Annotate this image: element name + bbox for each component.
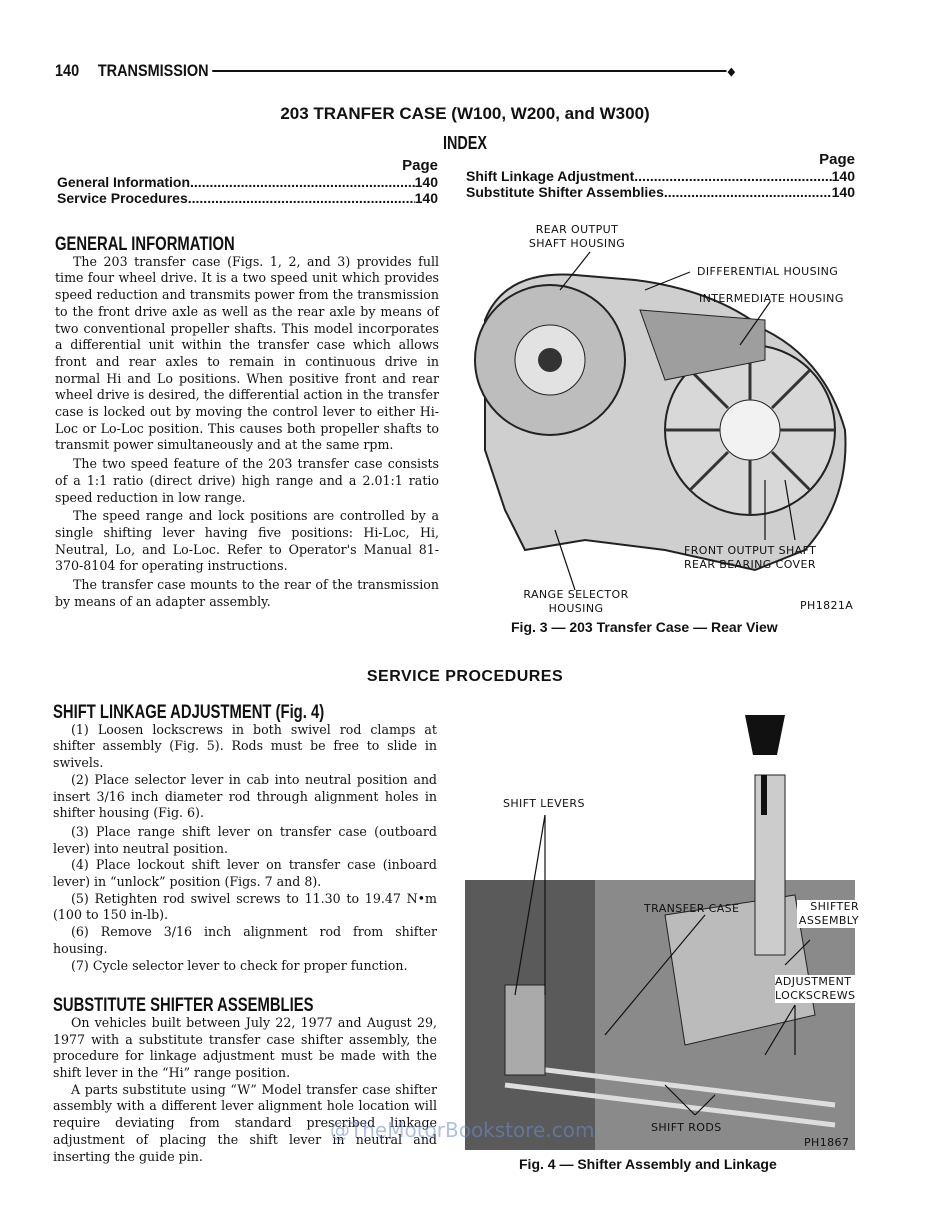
entry-page: 140 — [831, 168, 855, 184]
running-header — [55, 60, 735, 82]
index-heading: INDEX — [442, 133, 487, 153]
entry-label: Substitute Shifter Assemblies — [466, 184, 664, 200]
service-procedures-heading: SERVICE PROCEDURES — [366, 668, 564, 685]
fig4-shifter-illustration — [465, 715, 855, 1150]
figure-code: PH1821A — [800, 599, 854, 612]
step: (5) Retighten rod swivel screws to 11.30 to 19.47 N•m (100 to 150 in-lb). — [53, 890, 437, 923]
fig3-caption: Fig. 3 — 203 Transfer Case — Rear View — [511, 619, 778, 635]
entry-page: 140 — [414, 174, 438, 190]
label-front-output-shaft: FRONT OUTPUT SHAFT REAR BEARING COVER — [684, 544, 817, 571]
page-label: Page — [402, 157, 438, 174]
figure-code: PH1867 — [804, 1136, 850, 1149]
step: (6) Remove 3/16 inch alignment rod from shifter housing. — [53, 924, 437, 956]
label-shifter-assembly: SHIFTER ASSEMBLY — [798, 900, 859, 927]
diamond-icon: ◆ — [727, 65, 735, 78]
index-entry[interactable] — [57, 190, 438, 206]
entry-label: Shift Linkage Adjustment — [466, 168, 635, 184]
section-heading: SUBSTITUTE SHIFTER ASSEMBLIES — [53, 995, 314, 1017]
index-entry[interactable] — [466, 168, 855, 184]
entry-page: 140 — [414, 190, 438, 206]
label-range-selector-housing: RANGE SELECTOR HOUSING — [523, 588, 629, 615]
entry-page: 140 — [831, 184, 855, 200]
paragraph: The two speed feature of the 203 transfer case consists of a 1:1 ratio (direct drive) high range and a 2.01:1 ratio speed reduction in low range. — [55, 456, 439, 505]
fig4-caption: Fig. 4 — Shifter Assembly and Linkage — [519, 1156, 777, 1172]
step: (7) Cycle selector lever to check for proper function. — [71, 957, 408, 973]
section-heading: SHIFT LINKAGE ADJUSTMENT (Fig. 4) — [53, 702, 325, 723]
label-transfer-case: TRANSFER CASE — [644, 902, 740, 915]
section-heading: GENERAL INFORMATION — [55, 234, 235, 255]
section-title: TRANSMISSION — [97, 61, 209, 80]
label-rear-output-shaft-housing: REAR OUTPUT SHAFT HOUSING — [528, 223, 626, 250]
label-differential-housing: DIFFERENTIAL HOUSING — [697, 265, 839, 278]
watermark: @TheMotorBookstore.com — [330, 1118, 595, 1142]
label-adjustment-lockscrews: ADJUSTMENT LOCKSCREWS — [775, 975, 863, 1003]
step: (1) Loosen lockscrews in both swivel rod clamps at shifter assembly (Fig. 5). Rods must be free to slide in swivels. — [53, 721, 437, 771]
paragraph: A parts substitute using “W” Model transfer case shifter assembly with a different lever alignment hole location will require deviating from standard prescribed linkage adjustment of placing the shift lever in neutral and inserting the guide pin. — [53, 1081, 437, 1164]
paragraph: The speed range and lock positions are controlled by a single shifting lever having five positions: Hi-Loc, Hi, Neutral, Lo, and Lo-Loc. Refer to Operator's Manual 81-370-8104 for operating instructions. — [55, 508, 439, 574]
shift-linkage-section — [53, 702, 437, 1165]
entry-label: Service Procedures — [57, 190, 188, 206]
step: (4) Place lockout shift lever on transfer case (inboard lever) in “unlock” position (Figs. 7 and 8). — [53, 857, 437, 890]
header-rule — [212, 70, 726, 72]
index-entry[interactable] — [57, 174, 438, 190]
general-information-section — [55, 234, 439, 610]
index-right — [466, 152, 855, 200]
index-left — [57, 158, 438, 206]
page-number: 140 — [55, 61, 80, 80]
paragraph: On vehicles built between July 22, 1977 and August 29, 1977 with a substitute transfer case shifter assembly, the procedure for linkage adjustment must be made with the shift lever in the “Hi” range position. — [53, 1014, 437, 1081]
label-shift-levers: SHIFT LEVERS — [503, 797, 585, 810]
label-shift-rods: SHIFT RODS — [651, 1121, 722, 1134]
label-intermediate-housing: INTERMEDIATE HOUSING — [699, 292, 844, 305]
entry-label: General Information — [57, 174, 191, 190]
step: (3) Place range shift lever on transfer case (outboard lever) into neutral position. — [53, 823, 437, 856]
index-entry[interactable] — [466, 184, 855, 200]
paragraph: The transfer case mounts to the rear of the transmission by means of an adapter assembly. — [55, 577, 439, 609]
step: (2) Place selector lever in cab into neutral position and insert 3/16 inch diameter rod through alignment holes in shifter housing (Fig. 6). — [53, 771, 437, 821]
page-label: Page — [819, 151, 855, 168]
page-title: 203 TRANFER CASE (W100, W200, and W300) — [280, 104, 650, 123]
paragraph: The 203 transfer case (Figs. 1, 2, and 3) provides full time four wheel drive. It is a two speed unit which provides speed reduction and transmits power from the transmission to the front drive axle as well as the rear axle by means of two conventional propeller shafts. This model incorporates a differential unit within the transfer case which allows front and rear axles to remain in continuous drive in normal Hi and Lo positions. When positive front and rear wheel drive is desired, the differential action in the transfer case is locked out by moving the control lever to either Hi-Loc or Lo-Loc position. This causes both propeller shafts to transmit power simultaneously and at the same rpm. — [55, 253, 439, 453]
